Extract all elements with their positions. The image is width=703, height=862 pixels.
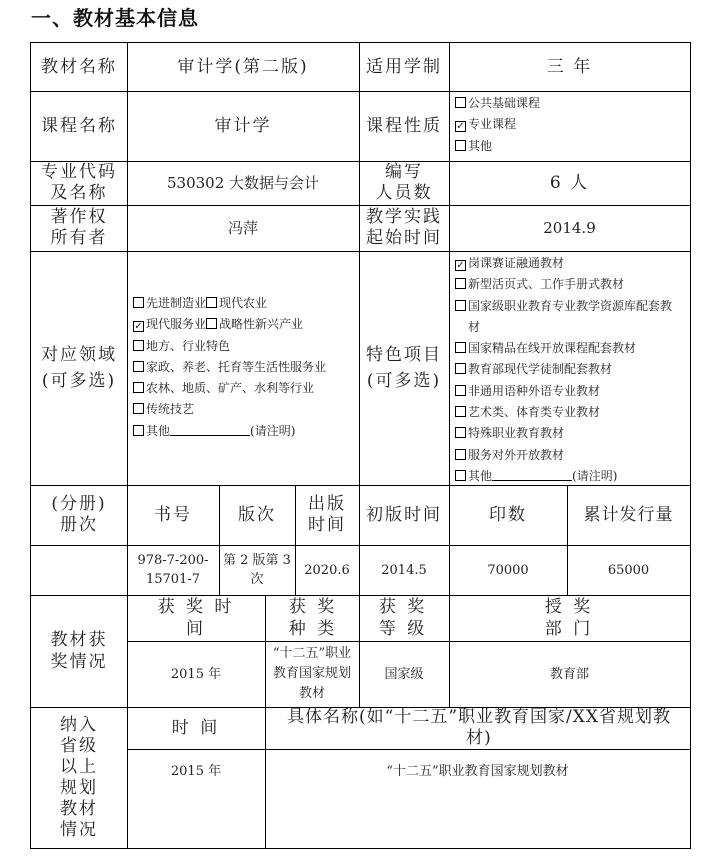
- option-line: [455, 381, 680, 402]
- checkbox[interactable]: [455, 363, 466, 374]
- option-line: [455, 274, 680, 295]
- value-prov-time: 2015 年: [170, 763, 222, 779]
- note-hint: (请注明): [250, 423, 296, 438]
- option-line: [133, 378, 326, 399]
- note-blank[interactable]: [170, 435, 250, 436]
- label-applicable-years: 适用学制: [366, 57, 442, 77]
- label-field-line2: (可多选): [41, 371, 117, 391]
- label-award-level: 获 奖 等 级: [378, 597, 428, 639]
- label-award-dept: 授 奖 部 门: [544, 597, 594, 639]
- option-line: [133, 336, 326, 357]
- option-label: 特殊职业教育教材: [468, 426, 565, 441]
- label-field-line1: 对应领域: [41, 345, 117, 365]
- label-volume-line2: 册次: [60, 515, 98, 535]
- note-blank[interactable]: [492, 480, 572, 481]
- checkbox-checked[interactable]: ✓: [456, 260, 465, 271]
- checkbox[interactable]: [455, 385, 466, 396]
- label-author-count: [359, 161, 449, 205]
- option-label: 服务对外开放教材: [468, 447, 565, 462]
- info-table: [30, 42, 691, 849]
- option-line: [133, 293, 326, 314]
- checkbox[interactable]: [455, 427, 466, 438]
- label-major-code-line2: 及名称: [50, 183, 108, 203]
- option-line: [455, 296, 680, 339]
- label-author-count-line1: 编写: [385, 162, 423, 182]
- value-award-time: 2015 年: [170, 666, 222, 682]
- value-edition: 第 2 版第 3 次: [223, 553, 291, 587]
- option-line: [455, 114, 540, 135]
- option-label: 家政、养老、托育等生活性服务业: [146, 359, 327, 374]
- feature-options: [455, 253, 680, 487]
- checkbox[interactable]: [133, 403, 144, 414]
- option-line: [455, 93, 540, 114]
- label-feature-line1: 特色项目: [366, 345, 442, 365]
- label-first-edition: 初版时间: [366, 505, 442, 525]
- checkbox-checked[interactable]: ✓: [456, 121, 465, 133]
- label-provincial-section: 纳入省级以上规划教材情况: [60, 714, 98, 840]
- checkbox[interactable]: [455, 278, 466, 289]
- section-title: 一、教材基本信息: [31, 6, 199, 30]
- value-copyright-owner: 冯萍: [227, 219, 258, 237]
- checkbox[interactable]: [133, 297, 144, 308]
- note-hint: (请注明): [572, 468, 618, 483]
- checkbox[interactable]: [455, 342, 466, 353]
- option-label: 现代农业: [219, 296, 268, 310]
- checkbox[interactable]: [455, 140, 466, 151]
- checkbox[interactable]: [133, 340, 144, 351]
- option-label: 国家级职业教育专业教学资源库配套教材: [468, 298, 673, 334]
- value-total-issued: 65000: [607, 562, 650, 578]
- checkbox[interactable]: [455, 470, 466, 481]
- value-print-run: 70000: [487, 562, 529, 578]
- checkbox[interactable]: [133, 361, 144, 372]
- value-author-count: 6 人: [549, 173, 590, 193]
- value-practice-start: 2014.9: [543, 219, 596, 237]
- label-print-run: 印数: [489, 505, 527, 525]
- label-feature-line2: (可多选): [366, 371, 442, 391]
- option-label: 战略性新兴产业: [219, 317, 304, 332]
- checkbox[interactable]: [206, 318, 217, 329]
- value-award-type: “十二五”职业教育国家规划教材: [272, 646, 352, 701]
- option-label: 岗课赛证融通教材: [468, 256, 565, 270]
- label-textbook-name: 教材名称: [41, 57, 117, 77]
- label-course-name: 课程名称: [41, 116, 117, 136]
- option-line: [455, 402, 680, 423]
- label-pub-time-line2: 时间: [308, 515, 346, 535]
- value-pub-time: 2020.6: [304, 562, 350, 578]
- label-volume: [31, 485, 127, 545]
- label-award-section: 教材获奖情况: [50, 630, 108, 672]
- label-award-time: 获 奖 时 间: [157, 597, 235, 639]
- option-label: 教育部现代学徒制配套教材: [468, 362, 613, 377]
- label-field: [31, 251, 127, 485]
- option-line: [455, 338, 680, 359]
- option-line: [455, 253, 680, 274]
- option-label: 新型活页式、工作手册式教材: [468, 277, 625, 292]
- value-prov-name: “十二五”职业教育国家规划教材: [386, 763, 569, 779]
- label-course-nature: 课程性质: [366, 116, 442, 136]
- checkbox[interactable]: [455, 449, 466, 460]
- option-label: 地方、行业特色: [146, 338, 231, 353]
- option-label: 传统技艺: [146, 402, 195, 417]
- course-nature-options: [455, 93, 540, 157]
- option-line: [133, 357, 326, 378]
- checkbox[interactable]: [455, 97, 466, 108]
- field-options: [133, 293, 326, 442]
- option-label: 专业课程: [468, 117, 517, 132]
- option-line: [455, 445, 680, 466]
- label-prov-name: 具体名称(如“十二五”职业教育国家/XX省规划教材): [287, 707, 671, 748]
- label-author-count-line2: 人员数: [375, 183, 433, 203]
- label-pub-time: [295, 485, 359, 545]
- option-label: 其他: [468, 468, 493, 483]
- label-total-issued: 累计发行量: [583, 505, 674, 525]
- label-major-code: [31, 161, 127, 205]
- value-isbn: 978-7-200-15701-7: [137, 553, 209, 587]
- checkbox[interactable]: [455, 300, 466, 311]
- option-line: [133, 314, 326, 335]
- label-edition: 版次: [238, 505, 276, 525]
- value-first-edition: 2014.5: [381, 562, 427, 578]
- label-volume-line1: (分册): [51, 494, 107, 514]
- label-pub-time-line1: 出版: [308, 494, 346, 514]
- checkbox[interactable]: [133, 425, 144, 436]
- label-practice-start-line2: 起始时间: [366, 228, 442, 248]
- option-label: 其他: [468, 138, 493, 153]
- value-textbook-name: 审计学(第二版): [177, 57, 309, 77]
- option-label: 艺术类、体育类专业教材: [468, 405, 601, 420]
- option-label: 公共基础课程: [468, 96, 541, 110]
- value-award-level: 国家级: [384, 666, 424, 682]
- option-line: [455, 136, 540, 157]
- label-major-code-line1: 专业代码: [41, 162, 117, 182]
- option-line: [133, 399, 326, 420]
- label-award-type: 获 奖 种 类: [288, 597, 338, 639]
- label-practice-start-line1: 教学实践: [366, 207, 442, 227]
- checkbox[interactable]: [455, 406, 466, 417]
- value-award-dept: 教育部: [549, 666, 589, 682]
- option-label: 先进制造业: [146, 296, 207, 310]
- label-practice-start: [359, 205, 449, 251]
- value-course-name: 审计学: [214, 116, 272, 136]
- option-label: 农林、地质、矿产、水利等行业: [146, 381, 315, 396]
- label-copyright: [31, 205, 127, 251]
- label-isbn: 书号: [154, 505, 192, 525]
- option-label: 国家精品在线开放课程配套教材: [468, 341, 637, 356]
- checkbox[interactable]: [133, 382, 144, 393]
- option-line: [455, 423, 680, 444]
- option-label: 现代服务业: [146, 317, 207, 332]
- checkbox[interactable]: [206, 297, 217, 308]
- option-label: 其他: [146, 423, 171, 438]
- label-copyright-line1: 著作权: [50, 207, 108, 227]
- label-prov-time: 时 间: [171, 718, 221, 738]
- option-label: 非通用语种外语专业教材: [468, 383, 601, 398]
- value-applicable-years: 三 年: [546, 57, 593, 77]
- option-line: [455, 359, 680, 380]
- checkbox-checked[interactable]: ✓: [134, 321, 143, 333]
- label-feature: [359, 251, 449, 485]
- value-major: 530302 大数据与会计: [166, 174, 320, 192]
- option-line: [133, 421, 326, 442]
- label-copyright-line2: 所有者: [50, 228, 108, 248]
